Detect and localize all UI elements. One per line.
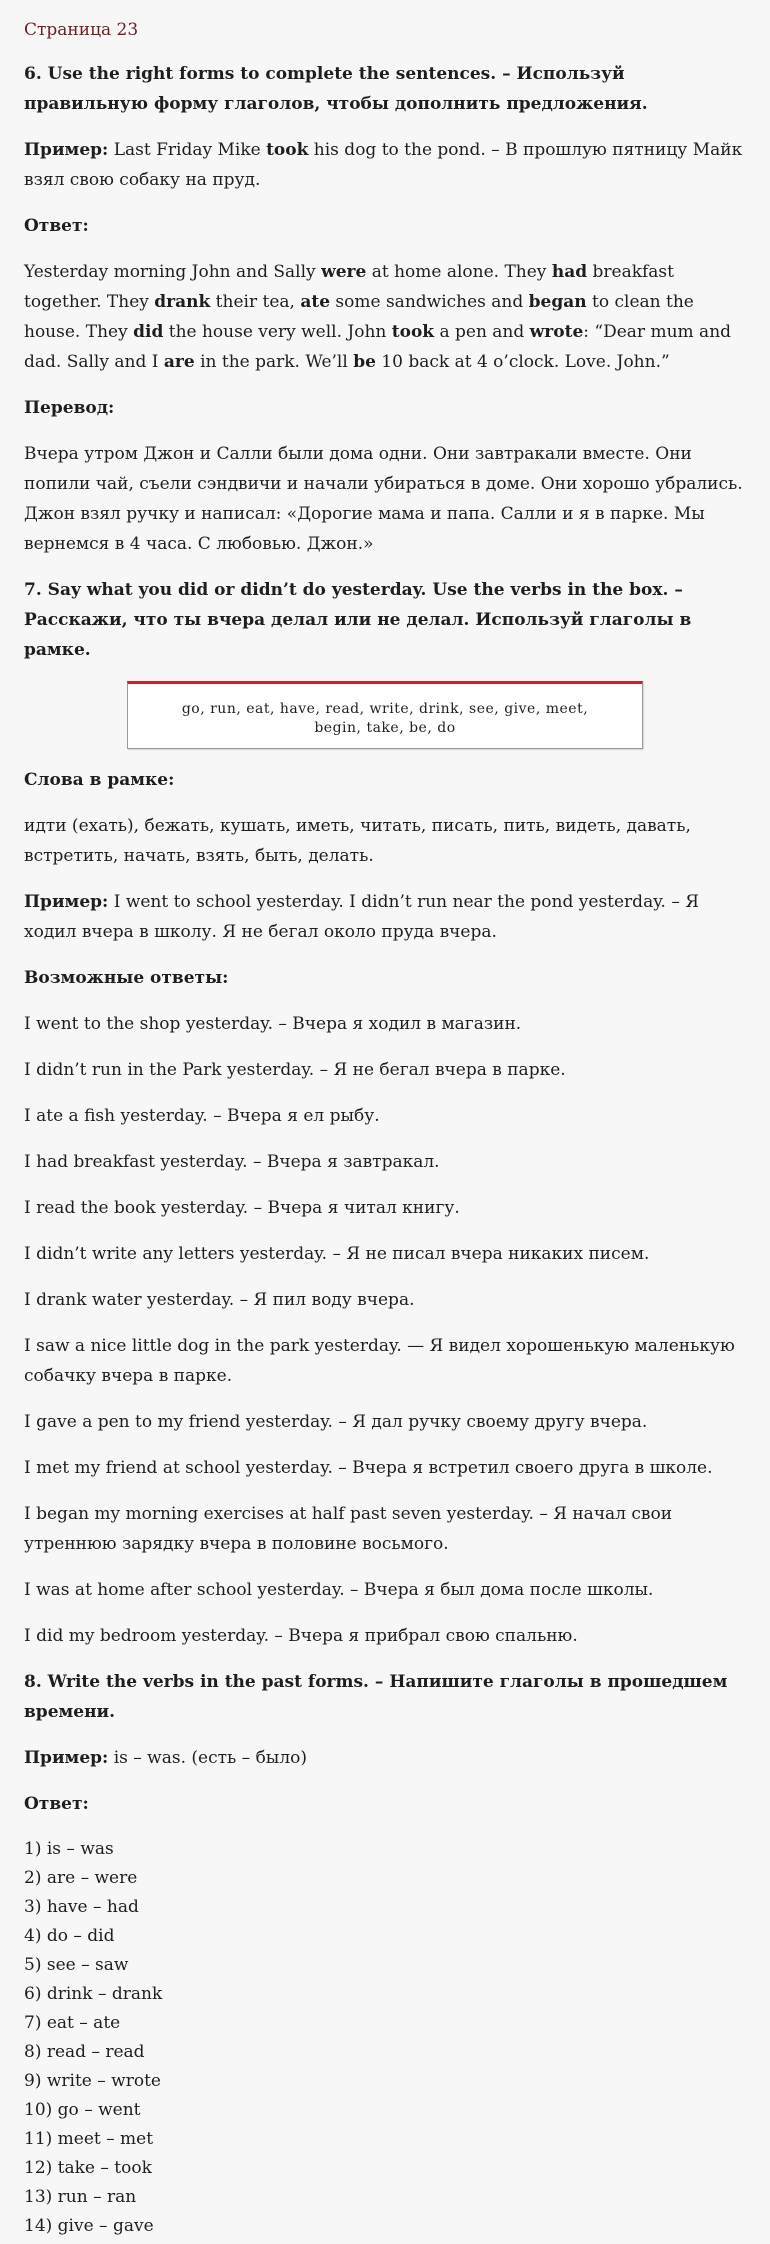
- task7-words-translation: идти (ехать), бежать, кушать, иметь, читать, писать, пить, видеть, давать, встретить, начать, взять, быть, делать.: [24, 816, 691, 866]
- task7-example-label: Пример:: [24, 892, 109, 912]
- task8-example-label: Пример:: [24, 1748, 109, 1768]
- verb-form-item: 2) are – were: [24, 1868, 138, 1888]
- answer-sentence: I went to the shop yesterday. – Вчера я ходил в магазин.: [24, 1014, 522, 1034]
- answer-verb: ate: [300, 292, 331, 312]
- answer-fragment: : “Dear mum and dad. Sally and I: [24, 322, 732, 372]
- task8-answer-label: Ответ:: [24, 1794, 89, 1814]
- answer-fragment: some sandwiches and: [330, 292, 529, 312]
- task8-heading: 8. Write the verbs in the past forms. – Напишите глаголы в прошедшем времени.: [24, 1672, 728, 1722]
- verb-box-line-1: go, run, eat, have, read, write, drink, see, give, meet,: [181, 701, 589, 717]
- answer-verb: drank: [154, 292, 211, 312]
- answer-sentence: I had breakfast yesterday. – Вчера я завтракал.: [24, 1152, 440, 1172]
- answer-sentence: I drank water yesterday. – Я пил воду вчера.: [24, 1290, 415, 1310]
- task8-example: [24, 1743, 746, 1773]
- task6-example: [24, 135, 746, 195]
- answer-fragment: in the park. We’ll: [194, 352, 354, 372]
- answer-fragment: the house very well. John: [163, 322, 392, 342]
- verb-form-item: 14) give – gave: [24, 2216, 154, 2236]
- verb-form-item: 9) write – wrote: [24, 2071, 161, 2091]
- task7-example-text: I went to school yesterday. I didn’t run near the pond yesterday. – Я ходил вчера в школу. Я не бегал около пруда вчера.: [24, 892, 699, 942]
- answer-fragment: to clean the house. They: [24, 292, 694, 342]
- answer-fragment: at home alone. They: [366, 262, 552, 282]
- task7-words-label: Слова в рамке:: [24, 770, 175, 790]
- verb-form-item: 12) take – took: [24, 2158, 152, 2178]
- verb-box-line-2: begin, take, be, do: [314, 720, 456, 736]
- task6-example-bold: took: [266, 140, 309, 160]
- answer-sentence: I was at home after school yesterday. – Вчера я был дома после школы.: [24, 1580, 654, 1600]
- task7-example: [24, 887, 746, 947]
- verb-form-item: 3) have – had: [24, 1897, 139, 1917]
- answer-sentence: I did my bedroom yesterday. – Вчера я прибрал свою спальню.: [24, 1626, 578, 1646]
- answer-verb: were: [321, 262, 367, 282]
- verb-form-item: 1) is – was: [24, 1839, 114, 1859]
- answer-sentence: I gave a pen to my friend yesterday. – Я дал ручку своему другу вчера.: [24, 1412, 648, 1432]
- answer-fragment: their tea,: [210, 292, 301, 312]
- answer-verb: took: [391, 322, 435, 342]
- answer-sentence: I didn’t run in the Park yesterday. – Я не бегал вчера в парке.: [24, 1060, 566, 1080]
- answer-sentence: I read the book yesterday. – Вчера я читал книгу.: [24, 1198, 460, 1218]
- task8-verb-list: [24, 1835, 746, 2241]
- verb-form-item: 8) read – read: [24, 2042, 145, 2062]
- task7-answers-label: Возможные ответы:: [24, 968, 229, 988]
- answer-verb: did: [133, 322, 164, 342]
- answer-verb: wrote: [529, 322, 584, 342]
- verb-form-item: 10) go – went: [24, 2100, 141, 2120]
- task7-answers-list: [24, 1009, 746, 1651]
- task7-heading: 7. Say what you did or didn’t do yesterday. Use the verbs in the box. – Расскажи, что ты вчера делал или не делал. Используй глаголы в рамке.: [24, 580, 692, 660]
- verb-form-item: 6) drink – drank: [24, 1984, 163, 2004]
- answer-sentence: I ate a fish yesterday. – Вчера я ел рыбу.: [24, 1106, 380, 1126]
- task6-translation-text: Вчера утром Джон и Салли были дома одни. Они завтракали вместе. Они попили чай, съели сэндвичи и начали убираться в доме. Они хорошо убрались. Джон взял ручку и написал: «Дорогие мама и папа. Салли и я в парке. Мы вернемся в 4 часа. С любовью. Джон.»: [24, 444, 743, 554]
- answer-sentence: I didn’t write any letters yesterday. – Я не писал вчера никаких писем.: [24, 1244, 650, 1264]
- answer-sentence: I saw a nice little dog in the park yesterday. — Я видел хорошенькую маленькую собачку вчера в парке.: [24, 1336, 735, 1386]
- verb-form-item: 7) eat – ate: [24, 2013, 121, 2033]
- verb-form-item: 5) see – saw: [24, 1955, 129, 1975]
- answer-fragment: breakfast together. They: [24, 262, 674, 312]
- verb-box: [127, 681, 643, 749]
- task6-answer-text: [24, 257, 746, 377]
- answer-sentence: I met my friend at school yesterday. – Вчера я встретил своего друга в школе.: [24, 1458, 713, 1478]
- verb-form-item: 4) do – did: [24, 1926, 115, 1946]
- answer-sentence: I began my morning exercises at half past seven yesterday. – Я начал свои утреннюю зарядку вчера в половине восьмого.: [24, 1504, 673, 1554]
- task6-example-before: Last Friday Mike: [108, 140, 267, 160]
- answer-verb: began: [528, 292, 587, 312]
- page-number-label: Страница 23: [24, 20, 139, 40]
- task6-translation-label: Перевод:: [24, 398, 115, 418]
- task6-example-after: his dog to the pond. – В прошлую пятницу Майк взял свою собаку на пруд.: [24, 140, 743, 190]
- verb-box-wrapper: [24, 681, 746, 749]
- task6-heading: 6. Use the right forms to complete the sentences. – Используй правильную форму глаголов, чтобы дополнить предложения.: [24, 64, 648, 114]
- answer-verb: be: [353, 352, 376, 372]
- task8-example-text: is – was. (есть – было): [108, 1748, 308, 1768]
- verb-form-item: 13) run – ran: [24, 2187, 137, 2207]
- answer-verb: are: [163, 352, 195, 372]
- answer-fragment: 10 back at 4 o’clock. Love. John.”: [375, 352, 670, 372]
- answer-verb: had: [551, 262, 588, 282]
- answer-fragment: Yesterday morning John and Sally: [24, 262, 322, 282]
- task6-answer-label: Ответ:: [24, 216, 89, 236]
- task6-example-label: Пример:: [24, 140, 109, 160]
- verb-form-item: 11) meet – met: [24, 2129, 154, 2149]
- answer-fragment: a pen and: [434, 322, 530, 342]
